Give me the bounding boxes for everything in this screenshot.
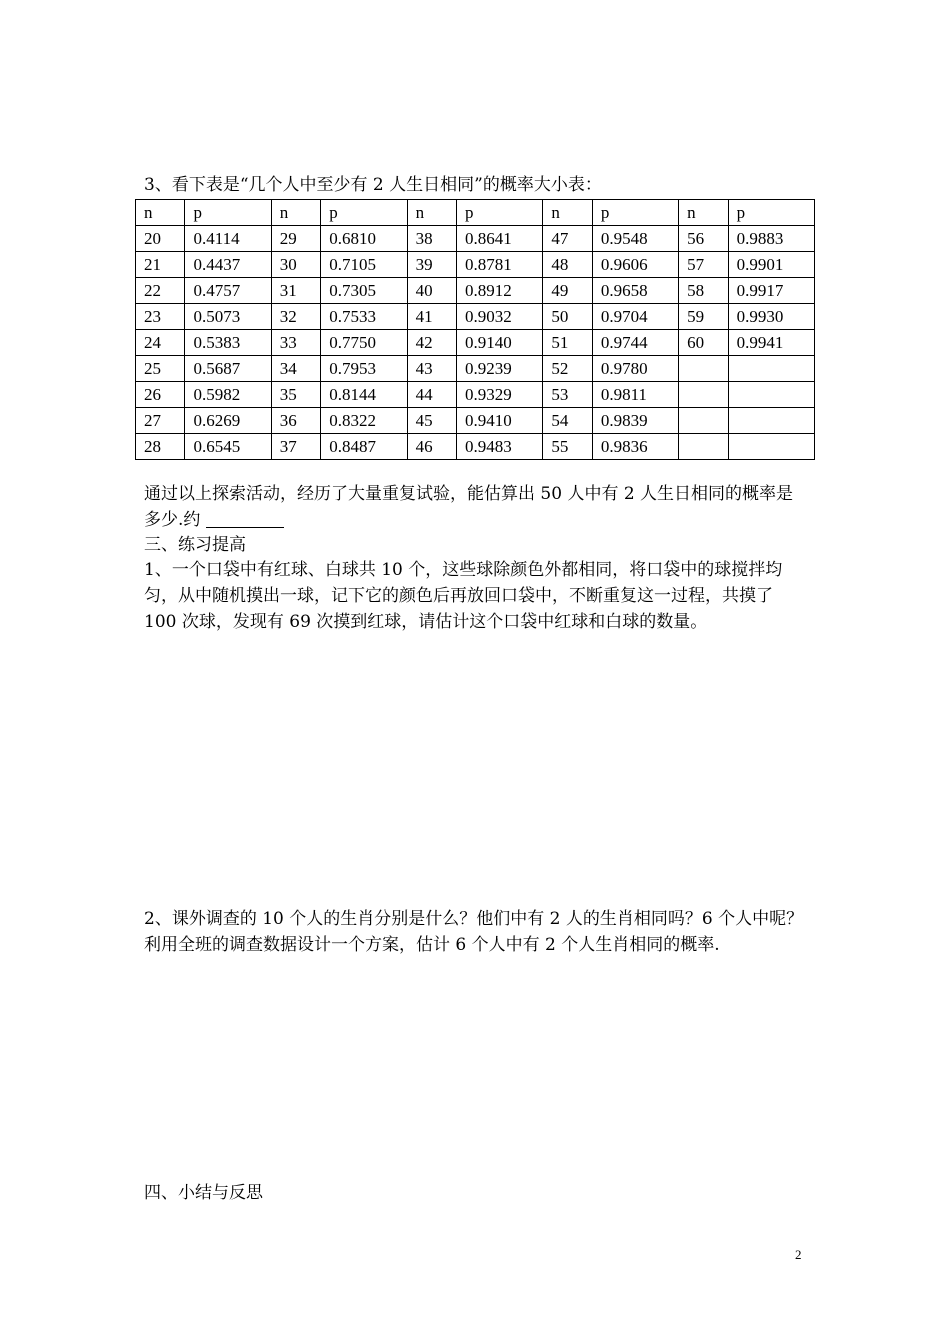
n-cell: 43: [407, 356, 456, 382]
p-cell: 0.8144: [321, 382, 407, 408]
n-cell: [679, 382, 728, 408]
n-cell: 54: [543, 408, 592, 434]
p-cell: 0.7750: [321, 330, 407, 356]
n-cell: 30: [271, 252, 320, 278]
n-cell: 59: [679, 304, 728, 330]
p-cell: [728, 356, 814, 382]
p-cell: 0.9883: [728, 226, 814, 252]
p-cell: 0.9811: [592, 382, 678, 408]
p-cell: 0.9548: [592, 226, 678, 252]
p-cell: 0.9901: [728, 252, 814, 278]
p-cell: 0.9606: [592, 252, 678, 278]
table-intro: 3、看下表是“几个人中至少有 2 人生日相同”的概率大小表：: [144, 175, 602, 195]
p-cell: 0.4757: [185, 278, 271, 304]
estimate-question-text: 通过以上探索活动，经历了大量重复试验，能估算出 50 人中有 2 人生日相同的概率是多少.约: [144, 484, 794, 530]
p-cell: 0.7953: [321, 356, 407, 382]
n-cell: 23: [136, 304, 185, 330]
table-row: [136, 278, 815, 304]
p-cell: 0.9836: [592, 434, 678, 460]
n-cell: 58: [679, 278, 728, 304]
n-cell: 39: [407, 252, 456, 278]
table-row: [136, 330, 815, 356]
n-cell: 35: [271, 382, 320, 408]
probability-table: [135, 199, 815, 460]
p-cell: 0.8912: [457, 278, 543, 304]
p-cell: 0.6269: [185, 408, 271, 434]
p-cell: 0.9329: [457, 382, 543, 408]
n-cell: 42: [407, 330, 456, 356]
n-cell: 29: [271, 226, 320, 252]
header-cell: n: [407, 200, 456, 226]
n-cell: 28: [136, 434, 185, 460]
n-cell: 22: [136, 278, 185, 304]
n-cell: 21: [136, 252, 185, 278]
p-cell: [728, 434, 814, 460]
p-cell: 0.9780: [592, 356, 678, 382]
p-cell: 0.8781: [457, 252, 543, 278]
p-cell: 0.9744: [592, 330, 678, 356]
n-cell: 40: [407, 278, 456, 304]
p-cell: [728, 382, 814, 408]
p-cell: 0.4437: [185, 252, 271, 278]
table-row: [136, 252, 815, 278]
header-cell: n: [679, 200, 728, 226]
p-cell: 0.9917: [728, 278, 814, 304]
n-cell: 31: [271, 278, 320, 304]
p-cell: 0.7533: [321, 304, 407, 330]
n-cell: 41: [407, 304, 456, 330]
p-cell: 0.9483: [457, 434, 543, 460]
n-cell: 32: [271, 304, 320, 330]
n-cell: 38: [407, 226, 456, 252]
n-cell: 37: [271, 434, 320, 460]
n-cell: 55: [543, 434, 592, 460]
practice-question-2: 2、课外调查的 10 个人的生肖分别是什么？他们中有 2 人的生肖相同吗？6 个人中呢？利用全班的调查数据设计一个方案，估计 6 个人中有 2 个人生肖相同的概率.: [144, 909, 804, 955]
table-row: [136, 304, 815, 330]
section-4-title: 四、小结与反思: [144, 1183, 263, 1203]
n-cell: 56: [679, 226, 728, 252]
header-cell: p: [728, 200, 814, 226]
n-cell: 53: [543, 382, 592, 408]
n-cell: 52: [543, 356, 592, 382]
p-cell: 0.7305: [321, 278, 407, 304]
p-cell: 0.7105: [321, 252, 407, 278]
p-cell: 0.8487: [321, 434, 407, 460]
header-cell: p: [321, 200, 407, 226]
header-cell: p: [592, 200, 678, 226]
header-cell: p: [185, 200, 271, 226]
n-cell: [679, 434, 728, 460]
n-cell: 44: [407, 382, 456, 408]
table-row: [136, 226, 815, 252]
probability-table-body: [136, 200, 815, 460]
table-row: [136, 382, 815, 408]
p-cell: 0.9704: [592, 304, 678, 330]
estimate-question: [144, 481, 809, 533]
n-cell: 60: [679, 330, 728, 356]
n-cell: [679, 408, 728, 434]
n-cell: 36: [271, 408, 320, 434]
p-cell: 0.4114: [185, 226, 271, 252]
p-cell: 0.5073: [185, 304, 271, 330]
header-cell: n: [271, 200, 320, 226]
n-cell: 47: [543, 226, 592, 252]
table-row: [136, 434, 815, 460]
table-row: [136, 408, 815, 434]
p-cell: 0.5687: [185, 356, 271, 382]
n-cell: 51: [543, 330, 592, 356]
p-cell: 0.9839: [592, 408, 678, 434]
n-cell: 33: [271, 330, 320, 356]
p-cell: 0.9140: [457, 330, 543, 356]
header-cell: n: [543, 200, 592, 226]
answer-blank[interactable]: [206, 509, 284, 528]
header-cell: n: [136, 200, 185, 226]
p-cell: 0.5383: [185, 330, 271, 356]
table-row: [136, 356, 815, 382]
header-cell: p: [457, 200, 543, 226]
p-cell: 0.9239: [457, 356, 543, 382]
n-cell: [679, 356, 728, 382]
n-cell: 27: [136, 408, 185, 434]
p-cell: 0.6545: [185, 434, 271, 460]
n-cell: 46: [407, 434, 456, 460]
n-cell: 50: [543, 304, 592, 330]
p-cell: 0.9410: [457, 408, 543, 434]
n-cell: 45: [407, 408, 456, 434]
n-cell: 34: [271, 356, 320, 382]
n-cell: 25: [136, 356, 185, 382]
table-header-row: [136, 200, 815, 226]
page-number: 2: [795, 1247, 802, 1262]
n-cell: 24: [136, 330, 185, 356]
p-cell: 0.8641: [457, 226, 543, 252]
n-cell: 57: [679, 252, 728, 278]
p-cell: 0.9032: [457, 304, 543, 330]
n-cell: 20: [136, 226, 185, 252]
n-cell: 48: [543, 252, 592, 278]
p-cell: 0.9941: [728, 330, 814, 356]
n-cell: 26: [136, 382, 185, 408]
section-3-title: 三、练习提高: [144, 535, 246, 555]
p-cell: 0.6810: [321, 226, 407, 252]
p-cell: 0.9658: [592, 278, 678, 304]
practice-question-1: 1、一个口袋中有红球、白球共 10 个，这些球除颜色外都相同，将口袋中的球搅拌均匀，从中随机摸出一球，记下它的颜色后再放回口袋中，不断重复这一过程，共摸了 100 次球，发现有 69 次摸到红球，请估计这个口袋中红球和白球的数量。: [144, 560, 783, 632]
p-cell: 0.5982: [185, 382, 271, 408]
p-cell: [728, 408, 814, 434]
n-cell: 49: [543, 278, 592, 304]
p-cell: 0.8322: [321, 408, 407, 434]
p-cell: 0.9930: [728, 304, 814, 330]
